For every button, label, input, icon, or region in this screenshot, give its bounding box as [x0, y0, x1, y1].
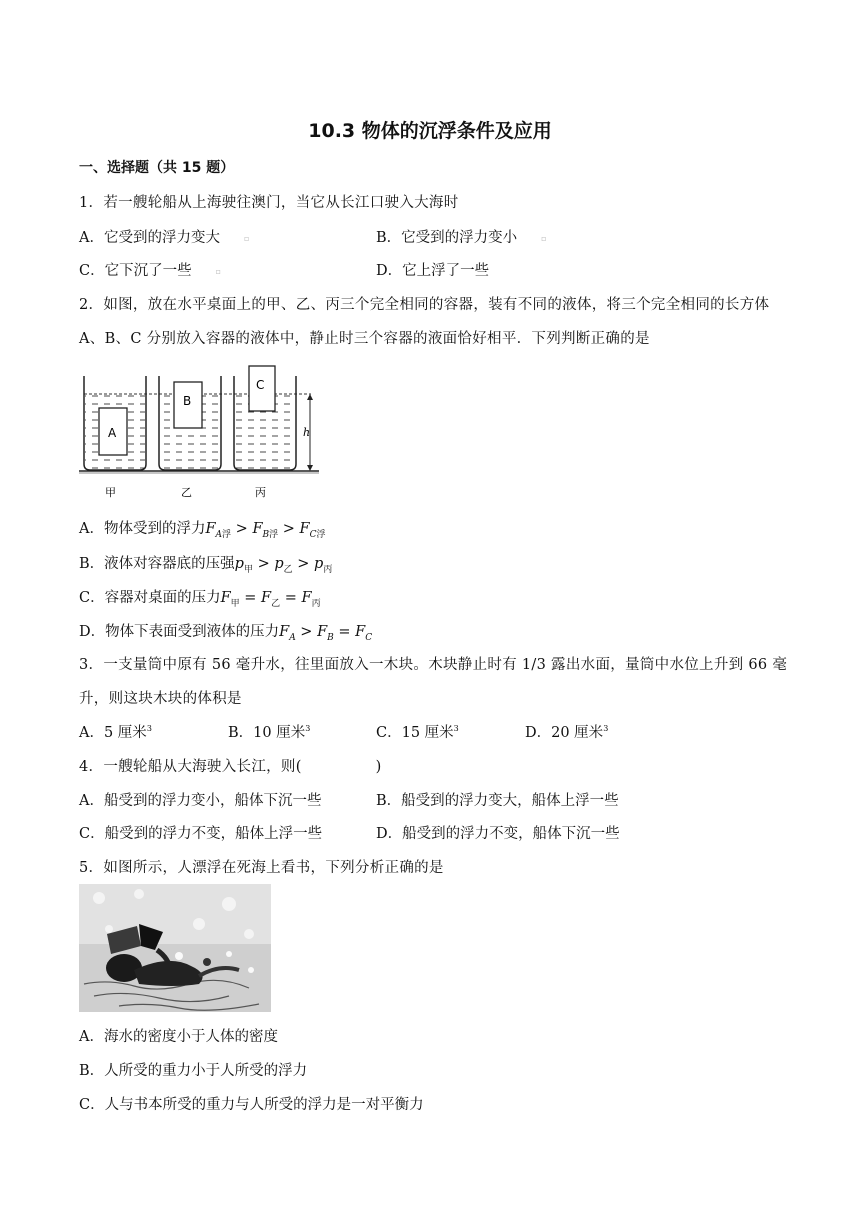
q4-option-b: B．船受到的浮力变大，船体上浮一些 — [376, 793, 619, 809]
container-jia-label: 甲 — [105, 486, 116, 499]
q2-option-d: D．物体下表面受到液体的压力$F_A > F_B = F_C$ — [79, 624, 373, 643]
q4-option-d: D．船受到的浮力不变，船体下沉一些 — [376, 826, 620, 842]
container-bing-label: 丙 — [255, 486, 266, 499]
q5-option-b: B．人所受的重力小于人所受的浮力 — [79, 1063, 308, 1079]
q5-option-c: C．人与书本所受的重力与人所受的浮力是一对平衡力 — [79, 1097, 424, 1113]
block-b-label: B — [183, 394, 192, 408]
q3-option-c: C．15 厘米$^3$ — [376, 724, 459, 741]
q2-option-b: B．液体对容器底的压强$p_甲 > p_乙 > p_丙$ — [79, 556, 333, 575]
container-yi-label: 乙 — [181, 486, 192, 499]
q4-option-a: A．船受到的浮力变小，船体下沉一些 — [79, 793, 322, 809]
question-3-stem-line2: 升，则这块木块的体积是 — [79, 691, 242, 707]
block-c-label: C — [256, 378, 265, 392]
question-2-stem-line1: 2．如图，放在水平桌面上的甲、乙、丙三个完全相同的容器，装有不同的液体，将三个完全相同的长方体 — [79, 297, 770, 313]
height-label: h — [303, 426, 311, 439]
containers-figure — [79, 360, 319, 510]
question-1-stem: 1．若一艘轮船从上海驶往澳门，当它从长江口驶入大海时 — [79, 195, 459, 211]
q3-option-b: B．10 厘米$^3$ — [228, 724, 311, 741]
page-title: 10.3 物体的沉浮条件及应用 — [308, 120, 552, 142]
block-a-label: A — [108, 426, 117, 440]
q3-option-d: D．20 厘米$^3$ — [525, 724, 609, 741]
section-heading: 一、选择题（共 15 题） — [79, 160, 235, 176]
q2-option-a: A．物体受到的浮力$F_{A浮} > F_{B浮} > F_{C浮}$ — [79, 521, 326, 540]
question-3-stem-line1: 3．一支量筒中原有 56 毫升水，往里面放入一木块。木块静止时有 1/3 露出水面，量筒中水位上升到 66 毫 — [79, 657, 788, 673]
q1-option-a: A．它受到的浮力变大 ▫ — [79, 230, 250, 246]
q1-option-c: C．它下沉了一些 ▫ — [79, 263, 222, 279]
q1-option-b: B．它受到的浮力变小 ▫ — [376, 230, 547, 246]
question-2-stem-line2: A、B、C 分别放入容器的液体中，静止时三个容器的液面恰好相平．下列判断正确的是 — [79, 331, 650, 347]
question-5-stem: 5．如图所示，人漂浮在死海上看书，下列分析正确的是 — [79, 860, 444, 876]
q2-option-c: C．容器对桌面的压力$F_甲 = F_乙 = F_丙$ — [79, 590, 321, 609]
q4-option-c: C．船受到的浮力不变，船体上浮一些 — [79, 826, 323, 842]
question-4-stem: 4．一艘轮船从大海驶入长江，则( ) — [79, 759, 382, 775]
q3-option-a: A．5 厘米$^3$ — [79, 724, 152, 741]
dead-sea-photo — [79, 884, 271, 1012]
q5-option-a: A．海水的密度小于人体的密度 — [79, 1029, 278, 1045]
q1-option-d: D．它上浮了一些 — [376, 263, 490, 279]
